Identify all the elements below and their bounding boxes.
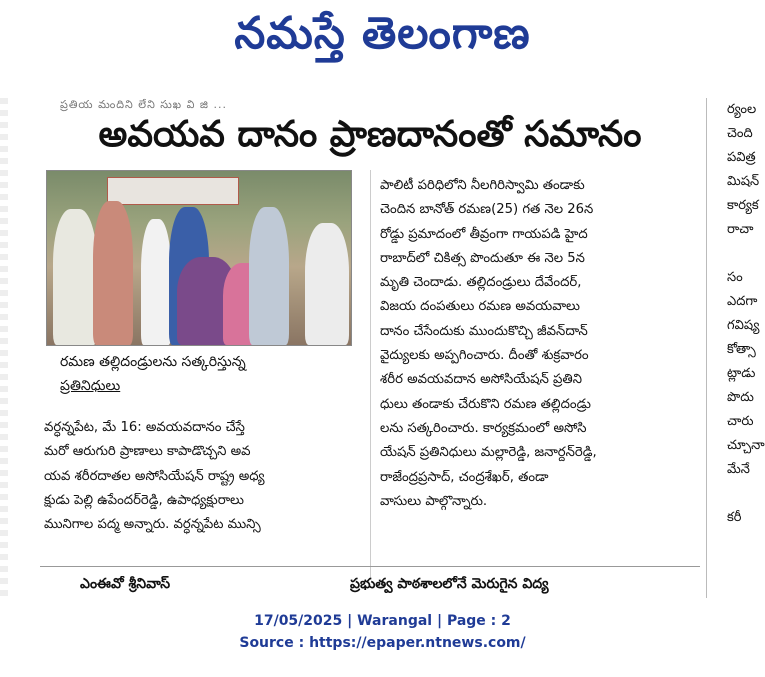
side-text-line [707,242,765,266]
text-line: వాసులు పాల్గొన్నారు. [380,493,488,509]
person-figure [141,219,171,345]
masthead [0,0,765,78]
side-text-line: కార్యక [727,198,759,213]
side-text-line [707,482,765,506]
text-line: వర్ధన్నపేట, మే 16: అవయవదానం చేస్తే [44,420,245,435]
photo-banner [107,177,239,205]
article [40,98,700,598]
text-line: విజయ దంపతులు రమణ అవయవాలు [380,299,580,315]
side-text-line: మిషన్ [727,174,760,189]
person-figure [249,207,289,345]
photo-caption [60,350,350,398]
side-text-line: పవిత్ర [727,150,756,165]
article-headline: అవయవ దానం ప్రాణదానంతో సమానం [98,114,642,155]
side-text-line: చెంది [727,126,753,141]
footer-source-line: Source : https://epaper.ntnews.com/ [239,635,526,651]
bottom-divider [40,566,700,567]
side-text-line: గవిష్య [727,318,760,333]
side-text-line: సం [727,270,743,285]
text-line: ధులు తండాకు చేరుకొని రమణ తల్లిదండ్రు [380,396,591,412]
adjacent-column [706,98,765,598]
caption-line: ప్రతినిధులు [60,378,121,394]
text-line: చెందిన బానోత్ రమణ(25) గత నెల 26న [380,202,594,218]
caption-line: రమణ తల్లిదండ్రులను సత్కరిస్తున్న [60,354,246,370]
text-line: రాజేంద్రప్రసాద్, చంద్రశేఖర్, తండా [380,469,549,485]
text-line: దానం చేసేందుకు ముందుకొచ్చి జీవన్‌దాన్ [380,323,588,339]
text-line: మృతి చెందాడు. తల్లిదండ్రులు దేవేందర్, [380,275,582,291]
text-line: మునిగాల పద్మ అన్నారు. వర్ధన్నపేట మున్సి [44,517,261,533]
article-column-left [44,416,352,537]
side-text-line: చారు [727,414,754,429]
cut-top-text: ప్రతియ మందిని లేని సుఖ వి జి ... [60,98,227,111]
text-line: రోడ్డు ప్రమాదంలో తీవ్రంగా గాయపడి హైద [380,226,588,242]
text-line: రాబాద్‌లో చికిత్స పొందుతూ ఈ నెల 5న [380,250,585,266]
side-text-line: ఎదగా [727,294,758,309]
next-article-headline-left: ఎంఈవో శ్రీనివాస్ [80,576,171,592]
text-line: యేషన్ ప్రతినిధులు మల్లారెడ్డి, జనార్దన్‌రెడ్డి, [380,445,597,461]
footer [0,610,765,654]
side-text-line: కోత్సా [727,342,756,357]
left-edge-strip [0,98,8,598]
side-text-line: చ్చూనా [727,438,765,453]
side-text-line: కరీ [727,510,742,525]
person-figure [305,223,349,345]
text-line: క్షుడు పెల్లి ఉపేందర్‌రెడ్డి, ఉపాధ్యక్షురాలు [44,492,244,508]
side-text-line: రాచా [727,222,754,237]
side-text-line: ర్యంల [727,102,757,117]
newspaper-logo: నమస్తే తెలంగాణ [234,8,531,59]
text-line: శరీర అవయవదాన అసోసియేషన్ ప్రతిని [380,372,582,388]
side-text-line: పొదు [727,390,754,405]
person-figure [53,209,97,345]
side-text-line: ట్లాడు [727,366,756,381]
text-line: మరో ఆరుగురి ప్రాణాలు కాపాడొచ్చని అవ [44,444,251,460]
article-photo [46,170,352,346]
text-line: యవ శరీరదాతల అసోసియేషన్ రాష్ట్ర అధ్య [44,468,265,484]
person-figure [93,201,133,345]
text-line: పాలిటీ పరిధిలోని నీలగిరిస్వామి తండాకు [380,178,585,193]
next-article-headline-right: ప్రభుత్వ పాఠశాలలోనే మెరుగైన విద్య [350,576,549,592]
text-line: వైద్యులకు అప్పగించారు. దీంతో శుక్రవారం [380,348,589,364]
footer-date-line: 17/05/2025 | Warangal | Page : 2 [254,613,511,629]
text-line: లను సత్కరించారు. కార్యక్రమంలో అసోసి [380,420,587,436]
article-column-right [380,174,690,514]
column-divider [370,170,371,580]
side-text-line: మేనే [727,462,750,477]
